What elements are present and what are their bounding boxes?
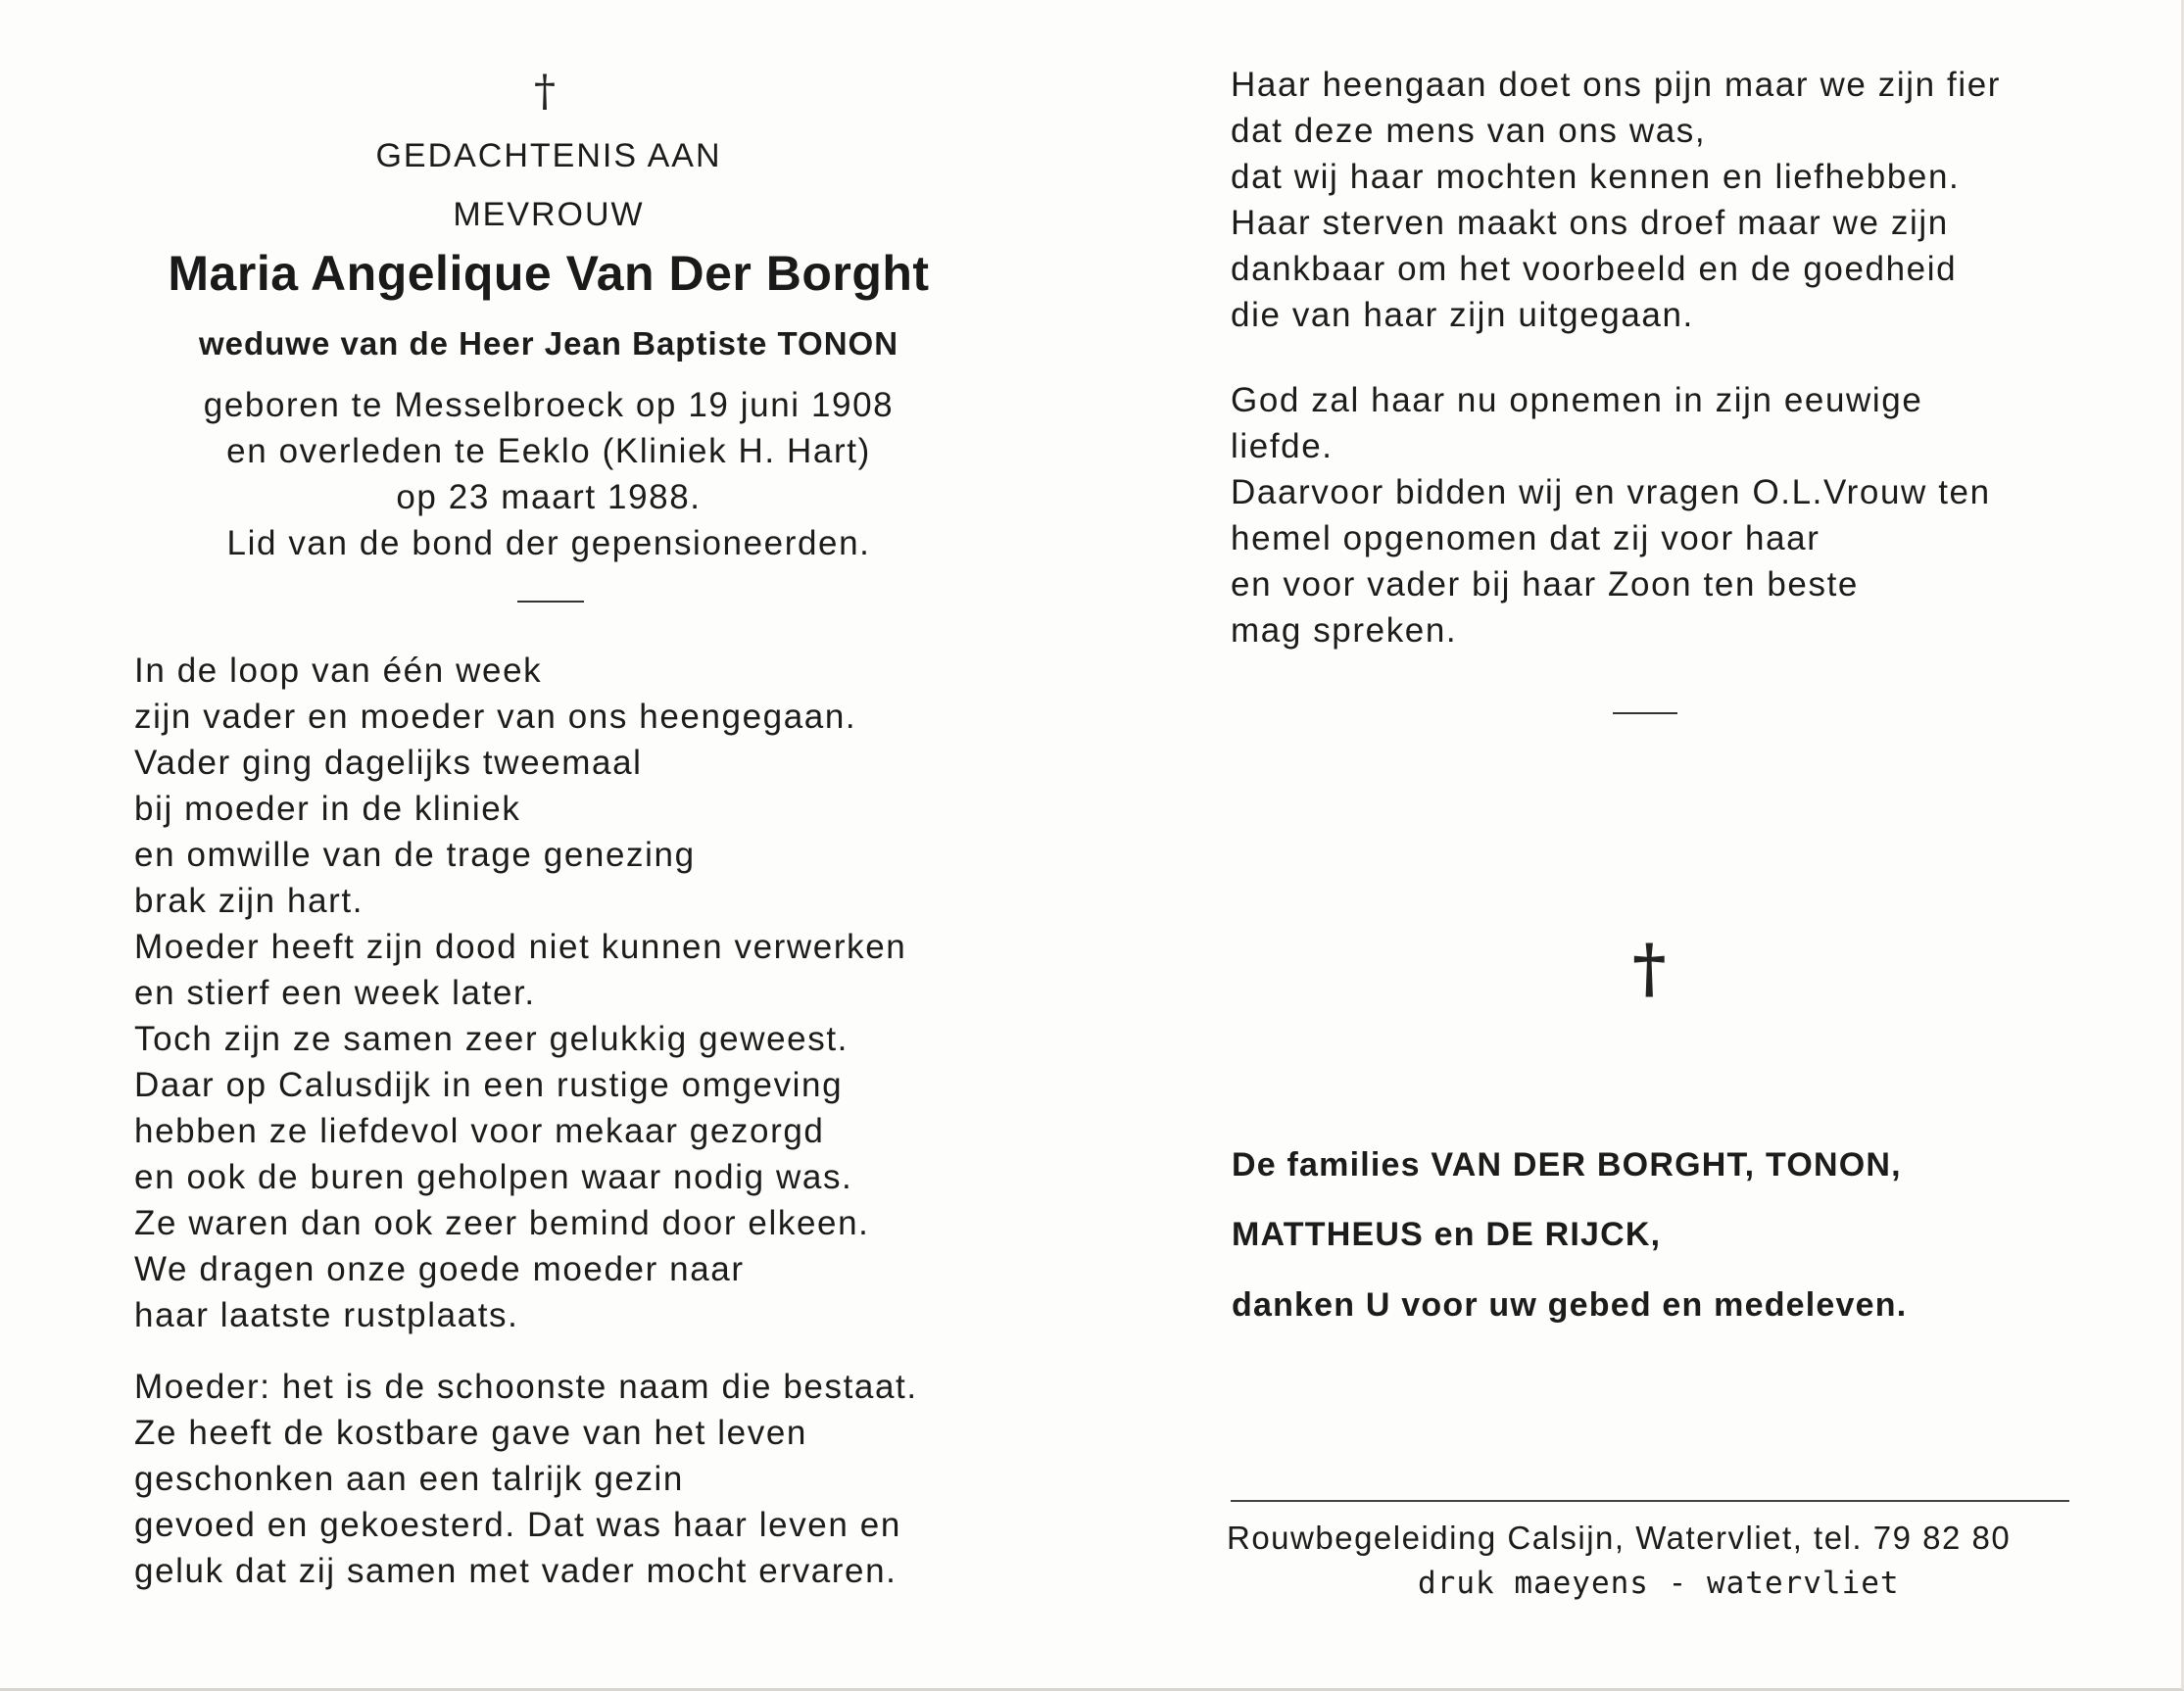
cross-icon: †	[1632, 930, 1667, 1006]
poem-line: bij moeder in de kliniek	[134, 790, 521, 828]
poem-line: Daar op Calusdijk in een rustige omgeving	[134, 1066, 844, 1104]
poem-line: zijn vader en moeder van ons heengegaan.	[134, 698, 857, 736]
text-line: en voor vader bij haar Zoon ten beste	[1231, 565, 1859, 604]
widow-line: weduwe van de Heer Jean Baptiste TONON	[198, 325, 899, 362]
text-line: liefde.	[1231, 427, 1334, 465]
text-line: hemel opgenomen dat zij voor haar	[1231, 519, 1820, 557]
families-line-1: De families VAN DER BORGHT, TONON,	[1232, 1146, 1902, 1184]
poem-line: We dragen onze goede moeder naar	[134, 1250, 745, 1288]
text-line: dat wij haar mochten kennen en liefhebben.	[1231, 158, 1961, 196]
text-line: God zal haar nu opnemen in zijn eeuwige	[1231, 381, 1923, 419]
poem-line: In de loop van één week	[134, 652, 543, 690]
text-line: die van haar zijn uitgegaan.	[1231, 296, 1694, 334]
families-line-3: danken U voor uw gebed en medeleven.	[1232, 1286, 1908, 1324]
families-line-2: MATTHEUS en DE RIJCK,	[1232, 1216, 1662, 1253]
poem-line: geschonken aan een talrijk gezin	[134, 1460, 684, 1498]
divider	[1613, 712, 1677, 714]
text-line: Haar heengaan doet ons pijn maar we zijn fier	[1231, 66, 2002, 104]
poem-line: en ook de buren geholpen waar nodig was.	[134, 1158, 853, 1196]
poem-line: en stierf een week later.	[134, 974, 536, 1012]
cross-icon: †	[534, 67, 556, 117]
bio-line: en overleden te Eeklo (Kliniek H. Hart)	[226, 432, 871, 470]
poem-line: Moeder: het is de schoonste naam die bestaat.	[134, 1368, 918, 1406]
deceased-name: Maria Angelique Van Der Borght	[168, 246, 930, 301]
poem-line: en omwille van de trage genezing	[134, 836, 696, 874]
undertaker-line: Rouwbegeleiding Calsijn, Watervliet, tel. 79 82 80	[1227, 1520, 2012, 1556]
text-line: mag spreken.	[1231, 611, 1458, 650]
poem-line: geluk dat zij samen met vader mocht ervaren.	[134, 1552, 898, 1590]
right-paragraph-2	[1231, 377, 2112, 653]
text-line: dankbaar om het voorbeeld en de goedheid	[1231, 250, 1958, 288]
poem-line: Ze waren dan ook zeer bemind door elkeen.	[134, 1204, 870, 1242]
poem-line: brak zijn hart.	[134, 882, 364, 920]
poem-line: hebben ze liefdevol voor mekaar gezorgd	[134, 1112, 825, 1150]
bio-block	[98, 382, 999, 566]
text-line: Daarvoor bidden wij en vragen O.L.Vrouw ten	[1231, 473, 1991, 511]
poem-part-2	[134, 1364, 996, 1594]
poem-line: haar laatste rustplaats.	[134, 1296, 519, 1334]
text-line: dat deze mens van ons was,	[1231, 112, 1707, 150]
footer-rule	[1231, 1500, 2069, 1502]
bio-line: geboren te Messelbroeck op 19 juni 1908	[203, 386, 895, 424]
divider	[517, 601, 584, 603]
right-paragraph-1	[1231, 62, 2112, 338]
bio-line: op 23 maart 1988.	[396, 478, 702, 516]
poem-line: gevoed en gekoesterd. Dat was haar leven en	[134, 1506, 901, 1544]
header-line-2: MEVROUW	[453, 196, 645, 233]
poem-line: Vader ging dagelijks tweemaal	[134, 744, 643, 782]
poem-line: Ze heeft de kostbare gave van het leven	[134, 1414, 807, 1452]
poem-line: Toch zijn ze samen zeer gelukkig geweest.	[134, 1020, 849, 1058]
bio-line: Lid van de bond der gepensioneerden.	[226, 524, 871, 562]
header-line-1: GEDACHTENIS AAN	[375, 137, 722, 174]
text-line: Haar sterven maakt ons droef maar we zijn	[1231, 204, 1949, 242]
poem-line: Moeder heeft zijn dood niet kunnen verwerken	[134, 928, 907, 966]
printer-line: druk maeyens - watervliet	[1418, 1566, 1900, 1601]
poem-part-1	[134, 648, 996, 1338]
